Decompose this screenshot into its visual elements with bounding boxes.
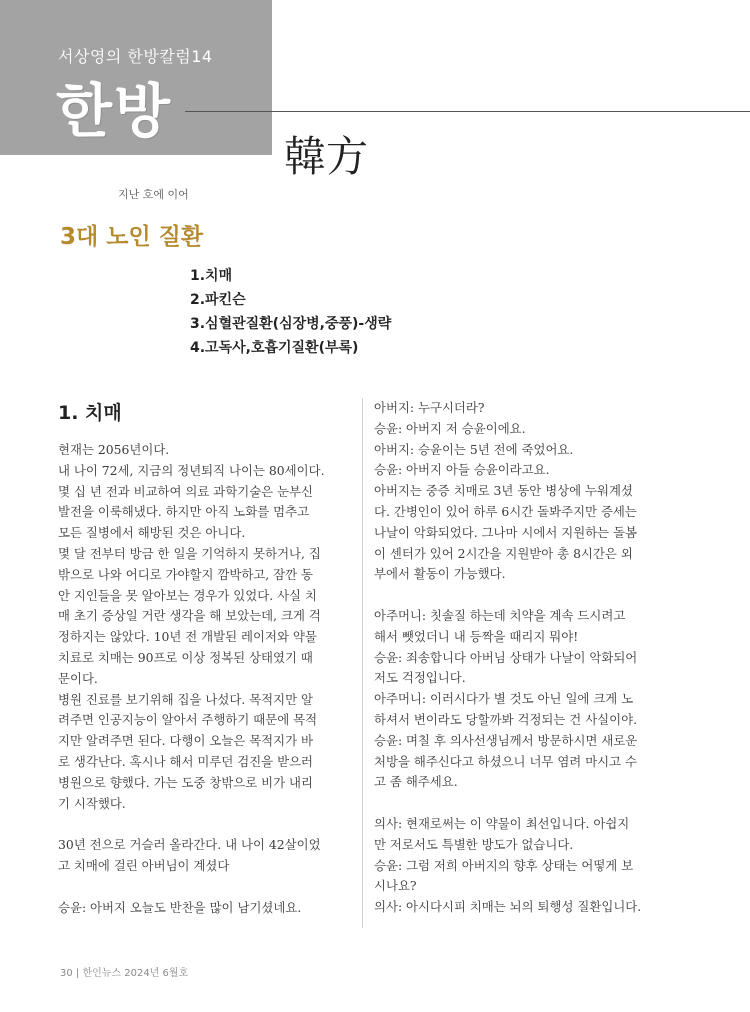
topic-item: 3.심혈관질환(심장병,중풍)-생략 bbox=[190, 316, 392, 332]
paragraph-gap bbox=[374, 793, 666, 814]
text-line: 아버지: 누구시더라? bbox=[374, 400, 485, 415]
text-line: 처방을 해주신다고 하셨으니 너무 염려 마시고 수 bbox=[374, 753, 638, 769]
text-line: 기 시작했다. bbox=[58, 795, 126, 811]
text-line: 아버지: 승윤이는 5년 전에 죽었어요. bbox=[374, 441, 574, 457]
text-line: 30년 전으로 거슬러 올라간다. 내 나이 42살이었 bbox=[58, 837, 321, 853]
text-line: 승윤: 그럼 저희 아버지의 향후 상태는 어떻게 보 bbox=[374, 857, 634, 873]
topic-item: 2.파킨슨 bbox=[190, 292, 246, 308]
continued-note: 지난 호에 이어 bbox=[118, 188, 189, 201]
text-line: 정하지는 않았다. 10년 전 개발된 레이저와 약물 bbox=[58, 629, 317, 645]
topic-item: 4.고독사,호흡기질환(부록) bbox=[190, 340, 359, 356]
paragraph-gap bbox=[58, 877, 351, 898]
text-line: 려주면 인공지능이 알아서 주행하기 때문에 목적 bbox=[58, 712, 318, 728]
article-headline: 3대 노인 질환 bbox=[60, 224, 204, 250]
text-line: 문이다. bbox=[58, 670, 98, 686]
text-line: 승윤: 아버지 오늘도 반찬을 많이 남기셨네요. bbox=[58, 899, 302, 915]
text-line: 승윤: 아버지 저 승윤이에요. bbox=[374, 420, 526, 436]
text-line: 치료로 치매는 90프로 이상 정복된 상태였기 때 bbox=[58, 649, 313, 665]
column-title-hanja: 韓方 bbox=[284, 132, 369, 181]
topic-list bbox=[190, 264, 391, 360]
text-line: 모든 질병에서 해방된 것은 아니다. bbox=[58, 525, 246, 541]
text-line: 아버지는 중증 치매로 3년 동안 병상에 누워계셨 bbox=[374, 483, 633, 499]
text-line: 아주머니: 칫솔질 하는데 치약을 계속 드시려고 bbox=[374, 607, 626, 623]
text-line: 지만 알려주면 된다. 다행이 오늘은 목적지가 바 bbox=[58, 733, 313, 749]
text-line: 의사: 현재로써는 이 약물이 최선입니다. 아쉽지 bbox=[374, 815, 630, 831]
paragraph-gap bbox=[58, 814, 351, 835]
text-line: 안 지인들을 못 알아보는 경우가 있었다. 사실 치 bbox=[58, 587, 317, 603]
text-line: 부에서 활동이 가능했다. bbox=[374, 566, 506, 582]
left-text-column bbox=[58, 440, 351, 918]
text-line: 병원으로 향했다. 가는 도중 창밖으로 비가 내리 bbox=[58, 774, 313, 790]
text-line: 다. 간병인이 있어 하루 6시간 돌봐주지만 증세는 bbox=[374, 503, 637, 519]
text-line: 하셔서 변이라도 당할까봐 걱정되는 건 사실이야. bbox=[374, 711, 638, 727]
text-line: 병원 진료를 보기위해 집을 나섰다. 목적지만 알 bbox=[58, 691, 313, 707]
text-line: 나날이 악화되었다. 그나마 시에서 지원하는 돌봄 bbox=[374, 524, 638, 540]
column-title: 한방 bbox=[56, 77, 173, 145]
text-line: 몇 달 전부터 방금 한 일을 기억하지 못하거나, 집 bbox=[58, 545, 321, 561]
text-line: 매 초기 증상일 거란 생각을 해 보았는데, 크게 걱 bbox=[58, 608, 321, 624]
text-line: 의사: 아시다시피 치매는 뇌의 퇴행성 질환입니다. bbox=[374, 899, 642, 915]
column-series-label: 서상영의 한방칼럼14 bbox=[58, 47, 213, 66]
topic-item: 1.치매 bbox=[190, 268, 233, 284]
text-line: 발전을 이룩해냈다. 하지만 아직 노화를 멈추고 bbox=[58, 504, 310, 520]
text-line: 시나요? bbox=[374, 878, 417, 894]
text-line: 해서 뺏었더니 내 등짝을 때리지 뭐야! bbox=[374, 628, 579, 644]
paragraph-gap bbox=[374, 585, 666, 606]
text-line: 밖으로 나와 어디로 가야할지 깜박하고, 잠깐 동 bbox=[58, 566, 313, 582]
text-line: 고 좀 해주세요. bbox=[374, 774, 458, 790]
page-footer: 30 | 한인뉴스 2024년 6월호 bbox=[60, 968, 189, 979]
text-line: 만 저로서도 특별한 방도가 없습니다. bbox=[374, 836, 574, 852]
text-line: 아주머니: 이러시다가 별 것도 아닌 일에 크게 노 bbox=[374, 691, 634, 707]
text-line: 현재는 2056년이다. bbox=[58, 442, 170, 457]
title-rule bbox=[185, 111, 750, 112]
text-line: 승윤: 죄송합니다 아버님 상태가 나날이 악화되어 bbox=[374, 649, 638, 665]
column-divider bbox=[362, 398, 363, 928]
text-line: 내 나이 72세, 지금의 정년퇴직 나이는 80세이다. bbox=[58, 462, 325, 478]
text-line: 승윤: 며칠 후 의사선생님께서 방문하시면 새로운 bbox=[374, 732, 638, 748]
text-line: 승윤: 아버지 아들 승윤이라고요. bbox=[374, 462, 550, 478]
right-text-column bbox=[374, 398, 666, 918]
text-line: 이 센터가 있어 2시간을 지원받아 총 8시간은 외 bbox=[374, 545, 633, 561]
text-line: 로 생각난다. 혹시나 해서 미루던 검진을 받으러 bbox=[58, 753, 313, 769]
text-line: 몇 십 년 전과 비교하여 의료 과학기술은 눈부신 bbox=[58, 483, 313, 499]
section-heading: 1. 치매 bbox=[58, 402, 122, 424]
text-line: 고 치매에 걸린 아버님이 계셨다 bbox=[58, 857, 230, 873]
text-line: 저도 걱정입니다. bbox=[374, 670, 466, 686]
